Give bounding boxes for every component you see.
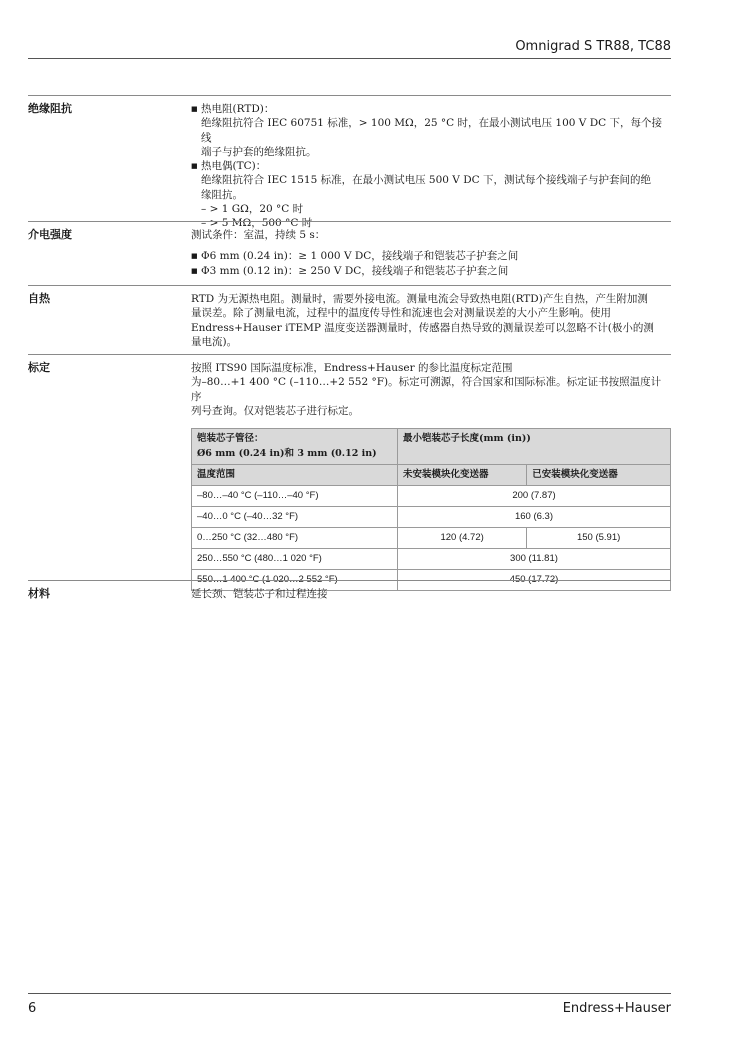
header-rule [28,58,671,59]
table-cell-length: 200 (7.87) [397,486,670,507]
section-label-self-heating: 自热 [28,292,50,305]
footer-brand: Endress+Hauser [562,1001,671,1016]
section-body-calibration [191,361,671,591]
table-row [192,486,671,507]
tc-line1: 绝缘阻抗符合 IEC 1515 标准，在最小测试电压 500 V DC 下，测试每个接线端子与护套间的绝 [201,174,652,187]
table-cell-range: 550…1 400 °C (1 020…2 552 °F) [192,570,398,591]
head-diameter-values: Ø6 mm (0.24 in)和 3 mm (0.12 in) [197,447,377,459]
section-body-insulation [191,102,671,231]
self-heating-line4: 量电流)。 [191,335,238,348]
tc-line2: 缘阻抗。 [201,188,243,201]
dielectric-item-3mm: ■ Φ3 mm (0.12 in)：≥ 250 V DC，接线端子和铠装芯子护套之间 [191,264,671,278]
table-head-min-length: 最小铠装芯子长度(mm (in)) [397,429,670,465]
section-body-dielectric [191,228,671,278]
section-body-material: 延长颈、铠装芯子和过程连接 [191,588,328,600]
section-calibration [28,354,671,586]
section-label-dielectric: 介电强度 [28,228,72,241]
table-col-range: 温度范围 [192,465,398,486]
self-heating-line1: RTD 为无源热电阻。测量时，需要外接电流。测量电流会导致热电阻(RTD)产生自热，产生附加测 [191,293,648,305]
rtd-line1: 绝缘阻抗符合 IEC 60751 标准，> 100 MΩ，25 °C 时，在最小测试电压 100 V DC 下，每个接线 [201,117,662,144]
table-col-with-transmitter: 已安装模块化变送器 [527,465,671,486]
table-row [192,507,671,528]
table-cell-range: 250…550 °C (480…1 020 °F) [192,549,398,570]
tc-value-2: – > 5 MΩ，500 °C 时 [201,217,313,230]
calibration-line1: 按照 ITS90 国际温度标准，Endress+Hauser 的参比温度标定范围 [191,362,513,374]
table-cell-length-with: 150 (5.91) [527,528,671,549]
calibration-line2: 为–80…+1 400 °C (–110…+2 552 °F)。标定可溯源，符合国家和国际标准。标定证书按照温度计序 [191,376,662,403]
self-heating-line3: Endress+Hauser iTEMP 温度变送器测量时，传感器自热导致的测量误差可以忽略不计(极小的测 [191,321,654,334]
section-label-insulation: 绝缘阻抗 [28,102,72,115]
rtd-title: ■ 热电阻(RTD)： [201,103,275,115]
self-heating-line2: 量误差。除了测量电流，过程中的温度传导性和流速也会对测量误差的大小产生影响。使用 [191,307,611,320]
rtd-line2: 端子与护套的绝缘阻抗。 [201,145,317,158]
page-number: 6 [28,1001,37,1016]
table-cell-range: –40…0 °C (–40…32 °F) [192,507,398,528]
table-cell-range: –80…–40 °C (–110…–40 °F) [192,486,398,507]
calibration-line3: 列号查询。仅对铠装芯子进行标定。 [191,404,359,417]
section-label-calibration: 标定 [28,361,50,374]
page-header-title: Omnigrad S TR88, TC88 [515,39,671,54]
table-col-without-transmitter: 未安装模块化变送器 [397,465,526,486]
calibration-table [191,428,671,591]
section-insulation [28,95,671,230]
table-row [192,528,671,549]
dielectric-intro: 测试条件：室温，持续 5 s： [191,229,326,241]
bullet-rtd [191,102,671,159]
section-label-material: 材料 [28,587,50,600]
table-head-diameter [192,429,398,465]
dielectric-item-6mm: ■ Φ6 mm (0.24 in)：≥ 1 000 V DC，接线端子和铠装芯子护套之间 [191,249,671,263]
tc-value-1: – > 1 GΩ，20 °C 时 [201,203,304,216]
tc-title: ■ 热电偶(TC)： [201,160,267,173]
footer-rule [28,993,671,994]
table-cell-length: 300 (11.81) [397,549,670,570]
table-row [192,549,671,570]
head-diameter-label: 铠装芯子管径： [197,433,264,445]
table-cell-length: 160 (6.3) [397,507,670,528]
table-cell-length-without: 120 (4.72) [397,528,526,549]
table-cell-length: 450 (17.72) [397,570,670,591]
section-body-self-heating [191,292,671,349]
section-self-heating [28,285,671,348]
bullet-tc [191,159,671,230]
table-cell-range: 0…250 °C (32…480 °F) [192,528,398,549]
